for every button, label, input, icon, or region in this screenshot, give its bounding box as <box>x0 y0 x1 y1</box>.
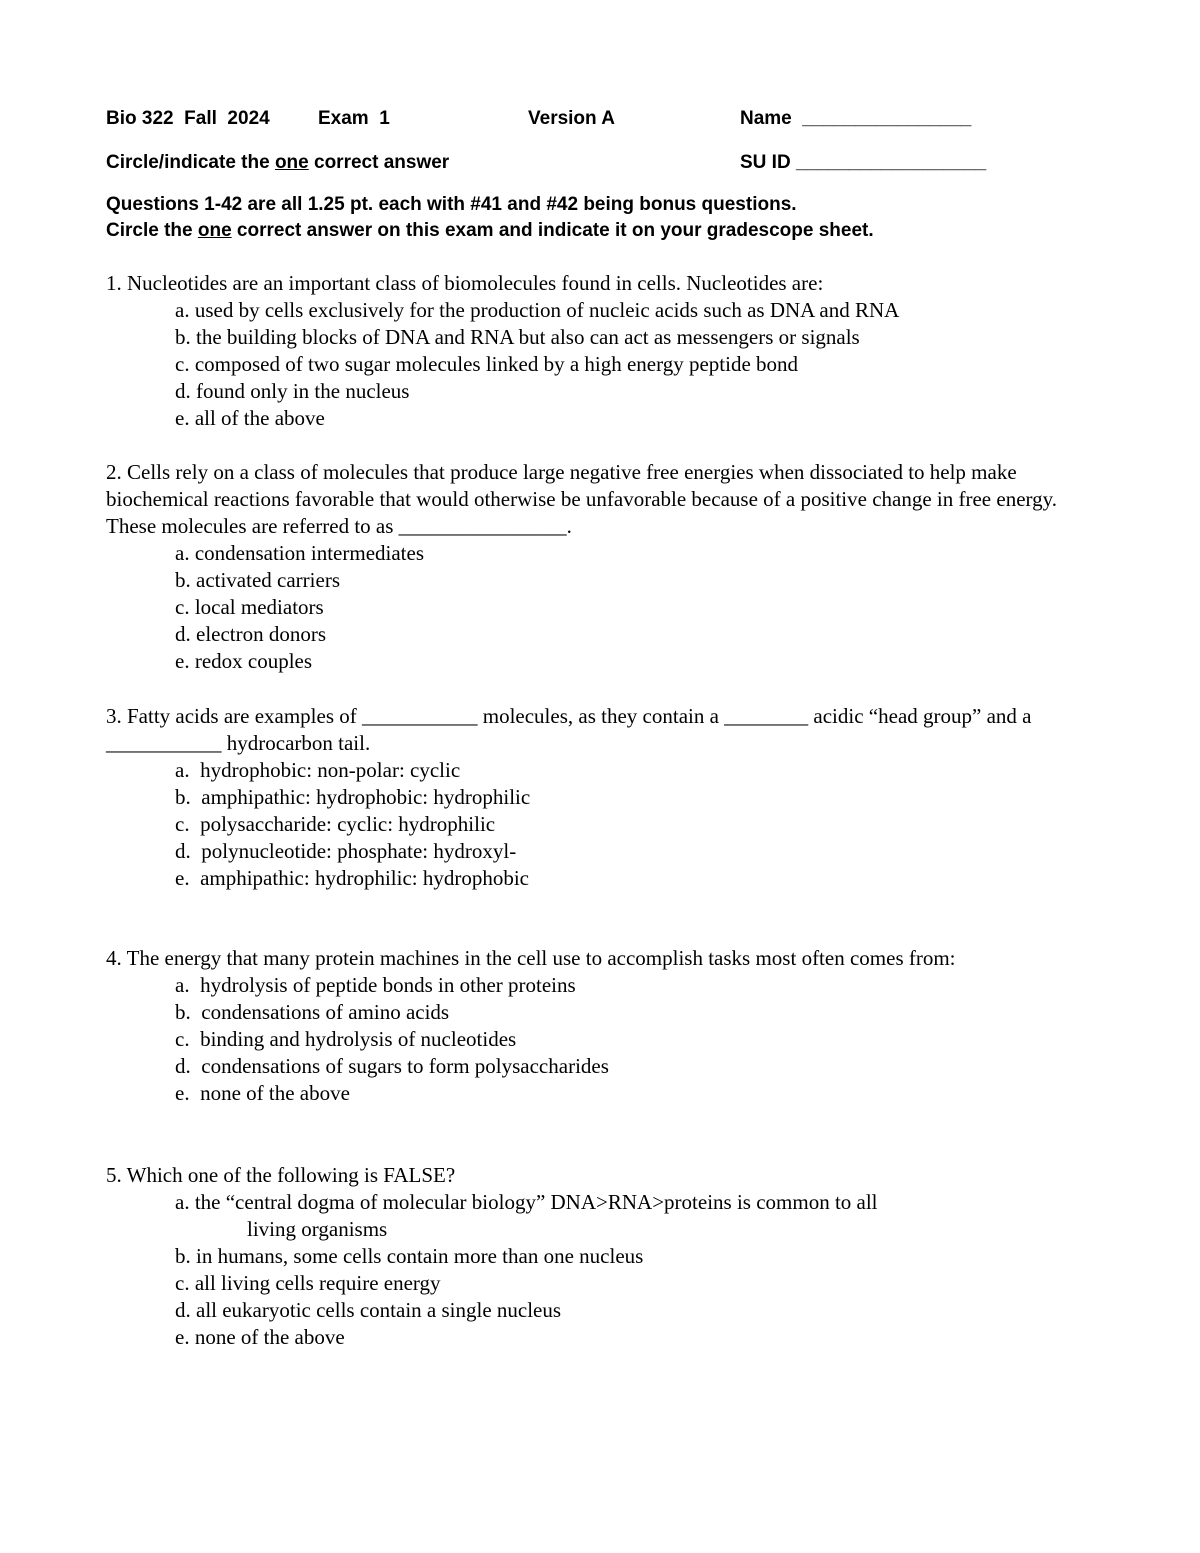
answer-option[interactable]: b. activated carriers <box>175 568 340 592</box>
question-5 <box>106 1162 1106 1351</box>
points-note: Questions 1-42 are all 1.25 pt. each with #41 and #42 being bonus questions. <box>106 194 797 215</box>
answer-option[interactable]: e. all of the above <box>175 406 325 430</box>
circle-note-post: correct answer on this exam and indicate it on your gradescope sheet. <box>231 220 874 241</box>
answer-option[interactable]: a. the “central dogma of molecular biology” DNA>RNA>proteins is common to all <box>175 1190 878 1214</box>
answer-option[interactable]: e. none of the above <box>175 1325 345 1349</box>
answer-option[interactable]: d. all eukaryotic cells contain a single nucleus <box>175 1298 562 1322</box>
question-stem: 3. Fatty acids are examples of ___________ molecules, as they contain a ________ acidic “head group” and a ___________ hydrocarbon tail. <box>106 704 1032 755</box>
answer-option[interactable]: d. condensations of sugars to form polysaccharides <box>175 1054 609 1078</box>
question-2 <box>106 459 1106 675</box>
circle-note-em: one <box>197 220 232 241</box>
course-label: Bio 322 Fall 2024 <box>106 108 270 129</box>
question-3 <box>106 703 1106 892</box>
answer-option[interactable]: d. found only in the nucleus <box>175 379 410 403</box>
circle-note-pre: Circle the <box>106 220 198 241</box>
circle-note <box>106 218 874 244</box>
suid-field: SU ID __________________ <box>740 152 987 173</box>
answer-option[interactable]: d. polynucleotide: phosphate: hydroxyl- <box>175 839 517 863</box>
answer-option[interactable]: e. amphipathic: hydrophilic: hydrophobic <box>175 866 530 890</box>
instruction-post: correct answer <box>308 152 450 173</box>
answer-option[interactable]: a. hydrolysis of peptide bonds in other proteins <box>175 973 576 997</box>
answer-option[interactable]: c. polysaccharide: cyclic: hydrophilic <box>175 812 496 836</box>
instruction-em: one <box>274 152 309 173</box>
answer-option[interactable]: b. in humans, some cells contain more than one nucleus <box>175 1244 644 1268</box>
answer-option[interactable]: c. composed of two sugar molecules linked by a high energy peptide bond <box>175 352 799 376</box>
question-stem: 1. Nucleotides are an important class of biomolecules found in cells. Nucleotides are: <box>106 271 824 295</box>
exam-label: Exam 1 <box>318 108 390 129</box>
answer-option[interactable]: b. the building blocks of DNA and RNA but also can act as messengers or signals <box>175 325 860 349</box>
answer-option[interactable]: a. hydrophobic: non-polar: cyclic <box>175 758 461 782</box>
answer-option[interactable]: a. condensation intermediates <box>175 541 424 565</box>
answer-option[interactable]: d. electron donors <box>175 622 327 646</box>
answer-option[interactable]: e. redox couples <box>175 649 313 673</box>
answer-option-continuation: living organisms <box>247 1217 388 1241</box>
answer-option[interactable]: b. amphipathic: hydrophobic: hydrophilic <box>175 785 531 809</box>
question-stem: 2. Cells rely on a class of molecules that produce large negative free energies when dissociated to help make biochemical reactions favorable that would otherwise be unfavorable because of a positive change in free energy. These molecules are referred to as ________________. <box>106 460 1058 538</box>
answer-option[interactable]: c. local mediators <box>175 595 324 619</box>
version-label: Version A <box>528 108 615 129</box>
instruction-line <box>106 150 449 176</box>
instruction-pre: Circle/indicate the <box>106 152 275 173</box>
question-stem: 5. Which one of the following is FALSE? <box>106 1163 456 1187</box>
question-stem: 4. The energy that many protein machines in the cell use to accomplish tasks most often comes from: <box>106 946 956 970</box>
answer-option[interactable]: e. none of the above <box>175 1081 350 1105</box>
answer-option[interactable]: b. condensations of amino acids <box>175 1000 450 1024</box>
answer-option[interactable]: c. binding and hydrolysis of nucleotides <box>175 1027 517 1051</box>
answer-option[interactable]: c. all living cells require energy <box>175 1271 441 1295</box>
question-4 <box>106 945 1106 1107</box>
question-1 <box>106 270 1106 432</box>
name-field: Name ________________ <box>740 108 972 129</box>
answer-option[interactable]: a. used by cells exclusively for the production of nucleic acids such as DNA and RNA <box>175 298 900 322</box>
